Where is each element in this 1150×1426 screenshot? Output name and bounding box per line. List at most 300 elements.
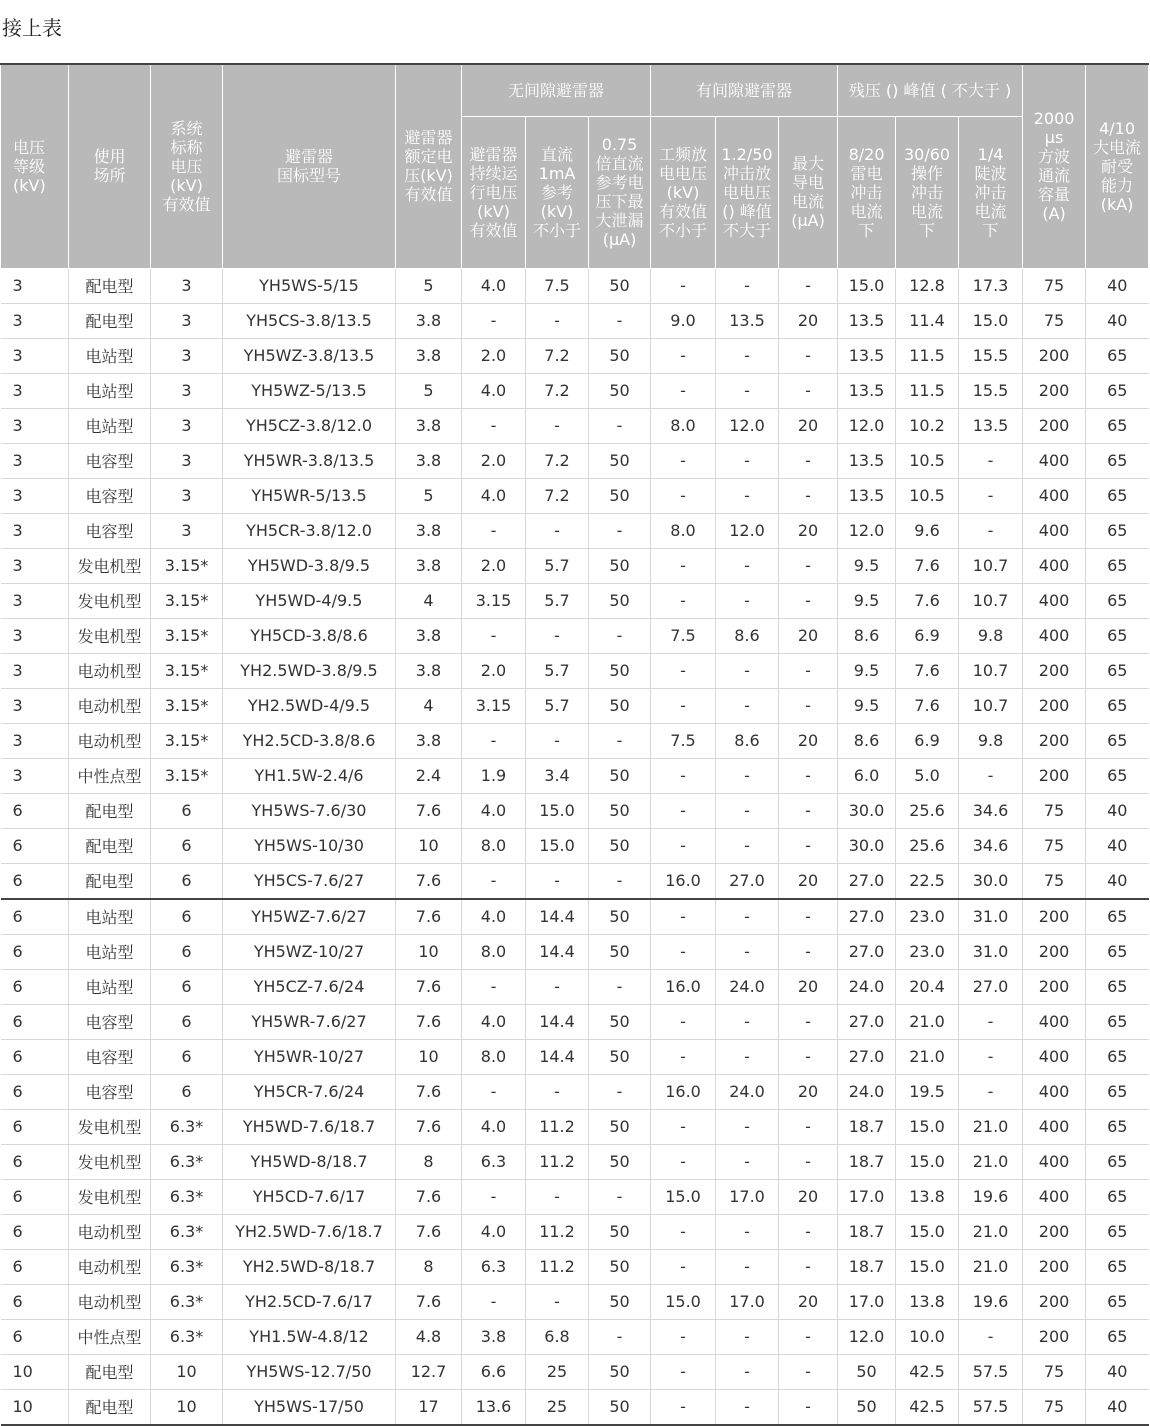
table-cell: -: [779, 548, 838, 583]
table-cell: 50: [589, 478, 651, 513]
table-cell: 17.0: [716, 1284, 779, 1319]
table-cell: 400: [1023, 1144, 1086, 1179]
table-row: [1, 934, 1149, 969]
table-cell: 6: [1, 863, 69, 899]
table-cell: 10.7: [959, 653, 1023, 688]
table-cell: 电容型: [69, 1074, 151, 1109]
table-cell: 13.6: [462, 1389, 526, 1425]
table-cell: 8: [396, 1249, 462, 1284]
table-cell: -: [779, 1249, 838, 1284]
table-cell: 6.9: [896, 618, 959, 653]
table-cell: 3: [1, 548, 69, 583]
table-cell: 20: [779, 618, 838, 653]
table-cell: YH1.5W-4.8/12: [223, 1319, 396, 1354]
table-cell: 11.2: [526, 1109, 589, 1144]
table-cell: 电站型: [69, 934, 151, 969]
table-cell: 6: [151, 1039, 223, 1074]
table-cell: 40: [1086, 863, 1149, 899]
table-cell: 9.5: [838, 688, 896, 723]
table-cell: 7.2: [526, 478, 589, 513]
table-cell: 3: [151, 478, 223, 513]
table-cell: YH5CZ-3.8/12.0: [223, 408, 396, 443]
header-line: (kV): [477, 201, 510, 221]
table-cell: -: [589, 408, 651, 443]
table-cell: 3.15*: [151, 688, 223, 723]
table-cell: -: [462, 723, 526, 758]
table-cell: -: [779, 758, 838, 793]
table-cell: 3.8: [396, 303, 462, 338]
table-cell: -: [716, 934, 779, 969]
table-cell: 6.3*: [151, 1214, 223, 1249]
table-cell: 18.7: [838, 1214, 896, 1249]
table-cell: 7.6: [396, 1004, 462, 1039]
table-cell: YH5WZ-3.8/13.5: [223, 338, 396, 373]
table-cell: 65: [1086, 583, 1149, 618]
header-line: 电流: [974, 201, 1007, 221]
header-line: 避雷器: [404, 128, 453, 148]
header-line: 1.2/50: [721, 144, 773, 164]
table-cell: 5.0: [896, 758, 959, 793]
header-line: 导电: [792, 173, 825, 192]
table-cell: -: [462, 969, 526, 1004]
header-line: 参考: [540, 182, 573, 202]
table-cell: 15.0: [651, 1179, 716, 1214]
table-cell: 13.5: [838, 373, 896, 408]
table-cell: 25.6: [896, 793, 959, 828]
table-cell: 6: [1, 1214, 69, 1249]
table-cell: 7.6: [396, 1179, 462, 1214]
header-line: 能力: [1101, 175, 1134, 195]
table-cell: -: [526, 1284, 589, 1319]
table-cell: 4.0: [462, 899, 526, 935]
table-cell: -: [526, 863, 589, 899]
table-cell: -: [651, 583, 716, 618]
table-cell: 27.0: [838, 1004, 896, 1039]
table-cell: -: [716, 1109, 779, 1144]
header-line: (kV): [170, 175, 203, 195]
table-cell: -: [589, 1074, 651, 1109]
table-cell: 10: [396, 1039, 462, 1074]
table-cell: 57.5: [959, 1354, 1023, 1389]
table-cell: 7.6: [896, 688, 959, 723]
table-cell: 8: [396, 1144, 462, 1179]
table-row: [1, 828, 1149, 863]
col-high-current: [1086, 64, 1149, 268]
table-cell: YH5WS-10/30: [223, 828, 396, 863]
table-cell: 14.4: [526, 1039, 589, 1074]
table-body: [1, 268, 1149, 1425]
header-line: 1/4: [977, 144, 1004, 164]
table-cell: 3.15: [462, 688, 526, 723]
table-cell: 23.0: [896, 934, 959, 969]
table-cell: 7.5: [526, 268, 589, 303]
table-cell: 12.0: [838, 1319, 896, 1354]
table-cell: -: [959, 513, 1023, 548]
table-cell: 7.5: [651, 723, 716, 758]
table-row: [1, 513, 1149, 548]
table-cell: -: [716, 1319, 779, 1354]
table-row: [1, 583, 1149, 618]
header-line: 雷电: [850, 163, 883, 183]
table-cell: 3.8: [396, 513, 462, 548]
header-line: 电电压: [723, 182, 772, 202]
table-cell: 400: [1023, 513, 1086, 548]
table-cell: -: [716, 373, 779, 408]
table-cell: YH5WD-4/9.5: [223, 583, 396, 618]
table-row: [1, 969, 1149, 1004]
table-cell: 18.7: [838, 1249, 896, 1284]
table-row: [1, 548, 1149, 583]
table-cell: 40: [1086, 793, 1149, 828]
table-cell: -: [959, 443, 1023, 478]
header-line: 冲击: [911, 182, 944, 202]
table-cell: 3: [151, 373, 223, 408]
table-cell: -: [779, 653, 838, 688]
table-cell: 配电型: [69, 303, 151, 338]
table-cell: 50: [589, 828, 651, 863]
header-line: 不小于: [532, 220, 581, 240]
table-cell: -: [779, 268, 838, 303]
table-cell: -: [651, 338, 716, 373]
table-cell: -: [462, 1179, 526, 1214]
table-cell: -: [779, 688, 838, 723]
table-cell: 50: [589, 443, 651, 478]
table-cell: 电站型: [69, 338, 151, 373]
table-cell: 13.5: [838, 443, 896, 478]
header-line: 有效值: [162, 194, 211, 214]
table-cell: -: [779, 1109, 838, 1144]
table-cell: 200: [1023, 653, 1086, 688]
table-cell: 6: [151, 899, 223, 935]
table-cell: 10: [151, 1354, 223, 1389]
table-cell: -: [716, 338, 779, 373]
header-line: 使用: [93, 147, 126, 167]
table-cell: YH5WR-7.6/27: [223, 1004, 396, 1039]
table-cell: 6: [1, 1074, 69, 1109]
col-residual-lightning: [838, 116, 896, 268]
table-cell: 75: [1023, 268, 1086, 303]
table-cell: 50: [589, 373, 651, 408]
table-cell: 8.0: [651, 408, 716, 443]
table-cell: -: [651, 548, 716, 583]
table-row: [1, 723, 1149, 758]
header-line: 下: [982, 220, 999, 240]
table-cell: YH5CR-7.6/24: [223, 1074, 396, 1109]
col-residual-switching: [896, 116, 959, 268]
table-cell: -: [716, 653, 779, 688]
header-line: 方波: [1038, 147, 1071, 167]
table-caption: 接上表: [2, 16, 62, 40]
table-cell: 9.0: [651, 303, 716, 338]
table-cell: 20: [779, 1179, 838, 1214]
table-cell: 6: [1, 1039, 69, 1074]
table-cell: 电容型: [69, 443, 151, 478]
table-cell: 6.9: [896, 723, 959, 758]
col-system-voltage: [151, 64, 223, 268]
table-cell: 15.0: [838, 268, 896, 303]
header-line: 4/10: [1099, 118, 1136, 138]
table-cell: 6: [151, 793, 223, 828]
table-cell: 12.8: [896, 268, 959, 303]
table-cell: 6: [1, 934, 69, 969]
table-cell: YH2.5WD-8/18.7: [223, 1249, 396, 1284]
table-cell: 12.0: [838, 408, 896, 443]
table-cell: 电动机型: [69, 1249, 151, 1284]
table-cell: 25: [526, 1354, 589, 1389]
table-cell: 65: [1086, 478, 1149, 513]
header-line: 冲击: [850, 182, 883, 202]
table-cell: 4.0: [462, 1214, 526, 1249]
table-cell: -: [779, 1319, 838, 1354]
table-cell: 7.2: [526, 338, 589, 373]
table-cell: -: [526, 513, 589, 548]
table-cell: 21.0: [959, 1214, 1023, 1249]
table-cell: 11.5: [896, 338, 959, 373]
table-cell: 6: [1, 899, 69, 935]
table-cell: 40: [1086, 828, 1149, 863]
table-cell: 6.3: [462, 1249, 526, 1284]
table-cell: 11.2: [526, 1249, 589, 1284]
table-cell: 400: [1023, 583, 1086, 618]
header-line: () 峰值: [722, 201, 772, 221]
table-row: [1, 1074, 1149, 1109]
table-cell: 16.0: [651, 969, 716, 1004]
table-cell: 400: [1023, 1074, 1086, 1109]
table-cell: 10.0: [896, 1319, 959, 1354]
table-cell: 14.4: [526, 1004, 589, 1039]
table-cell: 13.5: [838, 478, 896, 513]
table-cell: 12.0: [716, 408, 779, 443]
table-cell: 10.5: [896, 478, 959, 513]
table-cell: 6.3*: [151, 1249, 223, 1284]
table-cell: 3.15*: [151, 548, 223, 583]
header-line: 电流: [850, 201, 883, 221]
header-line: 有效值: [404, 185, 453, 205]
table-cell: 50: [838, 1389, 896, 1425]
header-line: 容量: [1038, 185, 1071, 205]
table-cell: 6: [1, 793, 69, 828]
table-cell: YH5CS-7.6/27: [223, 863, 396, 899]
table-cell: 12.0: [838, 513, 896, 548]
table-cell: 10: [396, 828, 462, 863]
table-cell: -: [651, 1354, 716, 1389]
table-cell: 200: [1023, 969, 1086, 1004]
table-cell: -: [959, 1039, 1023, 1074]
table-cell: -: [526, 1074, 589, 1109]
table-row: [1, 1004, 1149, 1039]
table-cell: -: [716, 793, 779, 828]
header-line: 不小于: [659, 220, 708, 240]
table-cell: 20: [779, 513, 838, 548]
table-cell: 1.9: [462, 758, 526, 793]
table-cell: 7.6: [396, 1109, 462, 1144]
table-cell: 20: [779, 863, 838, 899]
header-line: 工频放: [659, 144, 708, 164]
table-row: [1, 478, 1149, 513]
table-cell: 22.5: [896, 863, 959, 899]
table-cell: 50: [589, 1144, 651, 1179]
table-cell: -: [779, 1214, 838, 1249]
table-cell: 50: [589, 653, 651, 688]
table-cell: 8.0: [462, 828, 526, 863]
table-cell: -: [959, 758, 1023, 793]
table-cell: 21.0: [896, 1004, 959, 1039]
col-continuous-voltage: [462, 116, 526, 268]
table-cell: 42.5: [896, 1389, 959, 1425]
table-cell: 30.0: [959, 863, 1023, 899]
table-cell: -: [651, 1109, 716, 1144]
table-cell: 200: [1023, 1284, 1086, 1319]
table-cell: -: [959, 1004, 1023, 1039]
table-cell: 3: [151, 408, 223, 443]
table-cell: 6.8: [526, 1319, 589, 1354]
table-cell: 75: [1023, 793, 1086, 828]
table-cell: 3: [1, 478, 69, 513]
header-line: μs: [1044, 128, 1064, 148]
table-cell: 65: [1086, 1004, 1149, 1039]
table-cell: -: [716, 548, 779, 583]
table-cell: YH5WS-7.6/30: [223, 793, 396, 828]
table-cell: 7.6: [396, 1074, 462, 1109]
table-cell: 200: [1023, 1249, 1086, 1284]
header-line: (A): [1042, 204, 1066, 224]
table-cell: YH5WR-10/27: [223, 1039, 396, 1074]
table-cell: 6: [151, 828, 223, 863]
table-cell: 7.6: [396, 1284, 462, 1319]
header-line: 电流: [911, 201, 944, 221]
table-cell: 3.8: [396, 443, 462, 478]
table-cell: 11.2: [526, 1214, 589, 1249]
table-row: [1, 1179, 1149, 1214]
col-model: [223, 64, 396, 268]
table-cell: 65: [1086, 443, 1149, 478]
table-cell: 3: [1, 373, 69, 408]
table-cell: 24.0: [838, 969, 896, 1004]
table-cell: 电动机型: [69, 723, 151, 758]
table-header: [1, 64, 1149, 268]
header-line: 冲击: [974, 182, 1007, 202]
table-cell: 4.0: [462, 373, 526, 408]
table-cell: -: [779, 899, 838, 935]
table-cell: -: [716, 1144, 779, 1179]
col-square-wave: [1023, 64, 1086, 268]
table-cell: 19.5: [896, 1074, 959, 1109]
table-cell: 6: [1, 1144, 69, 1179]
col-leakage: [589, 116, 651, 268]
table-cell: 50: [589, 268, 651, 303]
table-cell: 3.15*: [151, 583, 223, 618]
table-cell: 3.15*: [151, 723, 223, 758]
table-cell: -: [526, 618, 589, 653]
table-cell: 3: [1, 758, 69, 793]
header-line: (kV): [666, 182, 700, 202]
header-line: (kV): [13, 175, 46, 195]
table-cell: 4.0: [462, 793, 526, 828]
table-cell: 8.0: [462, 1039, 526, 1074]
table-cell: 电容型: [69, 1039, 151, 1074]
table-cell: -: [716, 1249, 779, 1284]
table-cell: 31.0: [959, 899, 1023, 935]
table-cell: 10.7: [959, 548, 1023, 583]
header-line: 下: [919, 220, 936, 240]
table-cell: 配电型: [69, 268, 151, 303]
table-cell: 6.3*: [151, 1109, 223, 1144]
table-cell: 50: [589, 1214, 651, 1249]
header-line: 2000: [1033, 109, 1075, 129]
header-line: 大泄漏: [595, 211, 644, 230]
table-cell: 75: [1023, 828, 1086, 863]
table-cell: 中性点型: [69, 1319, 151, 1354]
table-cell: 40: [1086, 268, 1149, 303]
table-row: [1, 899, 1149, 935]
table-cell: -: [589, 513, 651, 548]
table-row: [1, 1214, 1149, 1249]
table-cell: 14.4: [526, 934, 589, 969]
header-line: (kA): [1100, 194, 1134, 214]
table-row: [1, 408, 1149, 443]
table-cell: 3.15: [462, 583, 526, 618]
table-cell: 发电机型: [69, 1179, 151, 1214]
table-cell: 5.7: [526, 653, 589, 688]
table-cell: 3.15*: [151, 618, 223, 653]
table-cell: -: [716, 443, 779, 478]
table-cell: -: [716, 1354, 779, 1389]
table-cell: -: [651, 443, 716, 478]
table-cell: 10: [151, 1389, 223, 1425]
table-cell: 200: [1023, 1319, 1086, 1354]
header-line: 倍直流: [595, 154, 644, 173]
table-cell: 4.8: [396, 1319, 462, 1354]
table-cell: 13.8: [896, 1284, 959, 1319]
header-line: 压下最: [595, 192, 644, 211]
table-cell: 9.6: [896, 513, 959, 548]
table-cell: -: [462, 513, 526, 548]
table-cell: 电动机型: [69, 1284, 151, 1319]
table-cell: 27.0: [838, 863, 896, 899]
table-cell: 8.0: [462, 934, 526, 969]
table-cell: 65: [1086, 618, 1149, 653]
table-cell: -: [716, 1004, 779, 1039]
header-line: 持续运: [469, 163, 518, 183]
header-line: (kV): [540, 201, 574, 221]
table-cell: 3.8: [396, 723, 462, 758]
table-cell: -: [779, 1389, 838, 1425]
table-cell: 21.0: [959, 1109, 1023, 1144]
table-cell: 6.3: [462, 1144, 526, 1179]
table-cell: 7.6: [396, 969, 462, 1004]
table-cell: 21.0: [959, 1144, 1023, 1179]
table-cell: 6.6: [462, 1354, 526, 1389]
table-cell: 2.4: [396, 758, 462, 793]
table-cell: -: [651, 899, 716, 935]
table-cell: -: [589, 863, 651, 899]
table-cell: 50: [589, 1039, 651, 1074]
table-cell: 3.8: [462, 1319, 526, 1354]
table-cell: YH5WS-12.7/50: [223, 1354, 396, 1389]
table-cell: -: [716, 1214, 779, 1249]
table-cell: 17.0: [838, 1284, 896, 1319]
table-cell: 电动机型: [69, 1214, 151, 1249]
table-cell: YH5CD-7.6/17: [223, 1179, 396, 1214]
table-cell: 5.7: [526, 583, 589, 618]
col-residual-steep: [959, 116, 1023, 268]
table-cell: -: [779, 478, 838, 513]
header-line: 8/20: [848, 144, 885, 164]
table-cell: -: [716, 583, 779, 618]
table-cell: YH5WR-5/13.5: [223, 478, 396, 513]
table-cell: 9.8: [959, 723, 1023, 758]
table-cell: 17.0: [838, 1179, 896, 1214]
